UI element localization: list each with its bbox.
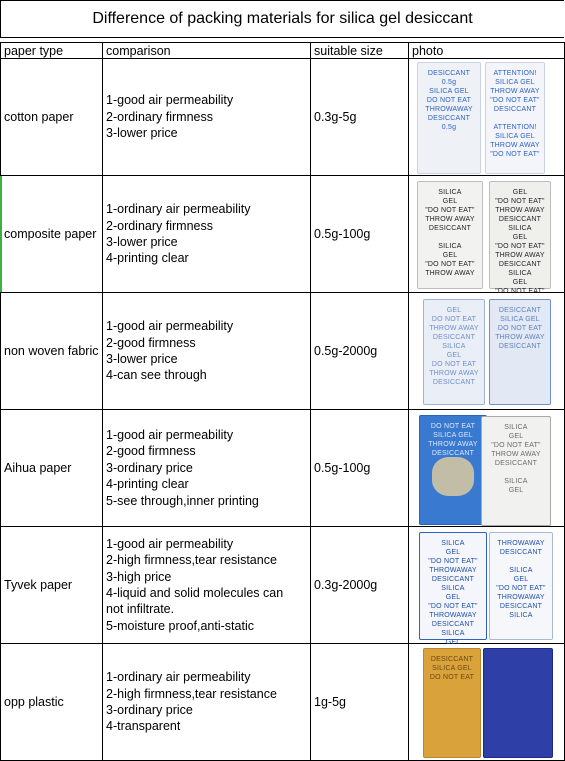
packet-photo bbox=[409, 59, 564, 175]
packet-print: "DO NOT EAT" bbox=[428, 558, 478, 565]
packet-print: GEL bbox=[508, 487, 524, 494]
table-row bbox=[1, 176, 565, 293]
packet-print: SILICA bbox=[508, 270, 532, 277]
packet-print: SILICA bbox=[441, 585, 465, 592]
comparison-line: 4-printing clear bbox=[106, 251, 189, 266]
packet-print: THROW AWAY bbox=[425, 270, 475, 277]
packet-print: GEL bbox=[512, 189, 528, 196]
cell-suitable-size: 0.3g-5g bbox=[311, 59, 409, 176]
packet-print: DESICCANT bbox=[432, 379, 476, 386]
packet-print: GEL bbox=[442, 252, 458, 259]
packet-print: DESICCANT bbox=[493, 106, 537, 113]
packet-print: THROW AWAY bbox=[425, 216, 475, 223]
packet-print: THROWAWAY bbox=[497, 594, 545, 601]
gel-beads bbox=[432, 457, 474, 496]
packet-print: THROW AWAY bbox=[495, 207, 545, 214]
packet-print: SILICA bbox=[441, 540, 465, 547]
comparison-line: 4-printing clear bbox=[106, 477, 189, 492]
packet-print: DESICCANT bbox=[499, 549, 543, 556]
desiccant-packet-image bbox=[419, 532, 487, 646]
comparison-line: 3-lower price bbox=[106, 126, 178, 141]
comparison-line: 2-ordinary firmness bbox=[106, 109, 213, 124]
packet-print: DO NOT EAT bbox=[431, 361, 477, 368]
desiccant-packet-image bbox=[483, 648, 553, 758]
packet-print: GEL bbox=[513, 576, 529, 583]
header-row bbox=[1, 43, 565, 59]
packet-print: THROWAWAY bbox=[425, 106, 473, 113]
header-photo: photo bbox=[409, 43, 565, 59]
packet-print: GEL bbox=[512, 279, 528, 286]
packet-print: DO NOT EAT bbox=[429, 674, 475, 681]
sheet-title: Difference of packing materials for silica gel desiccant bbox=[0, 0, 564, 38]
packet-print: SILICA GEL bbox=[432, 665, 472, 672]
packet-print: DO NOT EAT bbox=[431, 316, 477, 323]
packet-print: SILICA bbox=[441, 630, 465, 637]
comparison-line: 3-lower price bbox=[106, 235, 178, 249]
desiccant-packet-image bbox=[489, 532, 553, 640]
comparison-line: 4-can see through bbox=[106, 368, 207, 383]
packet-print: THROW AWAY bbox=[495, 334, 545, 341]
table-row bbox=[1, 293, 565, 410]
packet-print: GEL bbox=[445, 594, 461, 601]
cell-suitable-size: 1g-5g bbox=[311, 644, 409, 761]
cell-suitable-size: 0.5g-100g bbox=[311, 410, 409, 527]
comparison-line: 3-lower price bbox=[106, 352, 178, 366]
cell-photo bbox=[409, 644, 565, 761]
packet-print: ATTENTION! bbox=[493, 70, 537, 77]
packet-print: THROW AWAY bbox=[495, 252, 545, 259]
packet-print: SILICA bbox=[442, 343, 466, 350]
comparison-line: 1-good air permeability bbox=[106, 427, 234, 442]
packet-print: SILICA GEL bbox=[429, 88, 469, 95]
comparison-line: 1-ordinary air permeability bbox=[106, 202, 251, 217]
packet-print: THROW AWAY bbox=[428, 441, 478, 448]
packet-print: DESICCANT bbox=[498, 216, 542, 223]
packet-print: DESICCANT bbox=[499, 603, 543, 610]
packet-print: SILICA bbox=[509, 567, 533, 574]
desiccant-packet-image bbox=[419, 415, 487, 525]
packet-print: "DO NOT EAT" bbox=[425, 207, 475, 214]
comparison-line: not infiltrate. bbox=[106, 602, 175, 617]
packet-print: DESICCANT bbox=[498, 307, 542, 314]
packet-print: DESICCANT bbox=[498, 261, 542, 268]
table-row bbox=[1, 527, 565, 644]
comparison-line: 2-good firmness bbox=[106, 335, 196, 350]
desiccant-packet-image bbox=[417, 181, 483, 289]
desiccant-packet-image bbox=[489, 299, 551, 405]
comparison-line: 3-ordinary price bbox=[106, 703, 193, 717]
comparison-line: 4-liquid and solid molecules can bbox=[106, 586, 284, 600]
packet-print: DESICCANT bbox=[428, 225, 472, 232]
cell-photo bbox=[409, 59, 565, 176]
comparison-line: 5-see through,inner printing bbox=[106, 493, 259, 508]
packet-print: SILICA bbox=[504, 424, 528, 431]
packet-print: GEL bbox=[445, 639, 461, 646]
packet-print bbox=[486, 114, 544, 123]
packet-print: SILICA GEL bbox=[495, 79, 535, 86]
packet-print: 0.5g bbox=[441, 124, 457, 131]
packet-print: THROWAWAY bbox=[429, 612, 477, 619]
cell-photo bbox=[409, 293, 565, 410]
packet-print: THROW AWAY bbox=[429, 370, 479, 377]
cell-suitable-size: 0.5g-2000g bbox=[311, 293, 409, 410]
comparison-line: 3-ordinary price bbox=[106, 460, 193, 475]
cell-photo bbox=[409, 176, 565, 293]
packet-print: DESICCANT bbox=[494, 460, 538, 467]
cell-suitable-size: 0.3g-2000g bbox=[311, 527, 409, 644]
packet-print: "DO NOT EAT" bbox=[425, 261, 475, 268]
packet-print: "DO NOT EAT" bbox=[490, 97, 540, 104]
comparison-line: 1-good air permeability bbox=[106, 93, 234, 108]
cell-photo bbox=[409, 527, 565, 644]
packet-print: DO NOT EAT bbox=[426, 97, 472, 104]
packet-print: DO NOT EAT bbox=[497, 325, 543, 332]
desiccant-packet-image bbox=[489, 181, 551, 295]
cell-paper-type: cotton paper bbox=[1, 59, 103, 176]
cell-comparison bbox=[103, 410, 311, 527]
cell-suitable-size: 0.5g-100g bbox=[311, 176, 409, 293]
packet-print: THROW AWAY bbox=[429, 325, 479, 332]
packet-print: DESICCANT bbox=[498, 343, 542, 350]
desiccant-packet-image bbox=[417, 62, 481, 174]
packet-print: SILICA bbox=[438, 243, 462, 250]
packet-print: "DO NOT EAT" bbox=[495, 288, 545, 295]
packet-print: SILICA GEL bbox=[433, 432, 473, 439]
packet-print: "DO NOT EAT" bbox=[496, 585, 546, 592]
cell-comparison bbox=[103, 176, 311, 293]
packet-print: GEL bbox=[442, 198, 458, 205]
packet-print: GEL bbox=[445, 549, 461, 556]
packet-print: GEL bbox=[446, 307, 462, 314]
selection-accent bbox=[0, 176, 2, 292]
packet-print bbox=[482, 468, 550, 477]
comparison-line: 2-high firmness,tear resistance bbox=[106, 553, 277, 568]
packet-print bbox=[490, 557, 552, 566]
comparison-line: 2-ordinary firmness bbox=[106, 218, 213, 233]
packet-print: DESICCANT bbox=[431, 450, 475, 457]
packet-print: SILICA bbox=[504, 478, 528, 485]
table-row bbox=[1, 59, 565, 176]
packet-print: THROW AWAY bbox=[490, 88, 540, 95]
packet-print: "DO NOT EAT" bbox=[495, 243, 545, 250]
packet-print: 0.5g bbox=[441, 79, 457, 86]
comparison-line: 1-good air permeability bbox=[106, 536, 234, 551]
comparison-line: 3-high price bbox=[106, 569, 172, 584]
table-row bbox=[1, 644, 565, 761]
cell-comparison bbox=[103, 527, 311, 644]
header-comparison: comparison bbox=[103, 43, 311, 59]
packet-print: THROW AWAY bbox=[490, 142, 540, 149]
cell-comparison bbox=[103, 644, 311, 761]
cell-paper-type: composite paper bbox=[1, 176, 103, 293]
desiccant-packet-image bbox=[485, 62, 545, 174]
comparison-line: 4-transparent bbox=[106, 719, 181, 734]
packet-print: DO NOT EAT bbox=[430, 423, 476, 430]
packet-photo bbox=[409, 410, 564, 526]
desiccant-packet-image bbox=[423, 648, 481, 758]
packet-print: DESICCANT bbox=[430, 656, 474, 663]
packet-print: THROWAWAY bbox=[429, 567, 477, 574]
comparison-line: 2-high firmness,tear resistance bbox=[106, 686, 277, 701]
packet-print: SILICA bbox=[508, 225, 532, 232]
packet-print: DESICCANT bbox=[431, 576, 475, 583]
packet-print: GEL bbox=[512, 234, 528, 241]
cell-paper-type: non woven fabric bbox=[1, 293, 103, 410]
table-body bbox=[1, 59, 565, 761]
packet-print: "DO NOT EAT" bbox=[428, 603, 478, 610]
header-suitable-size: suitable size bbox=[311, 43, 409, 59]
packet-print: ATTENTION! bbox=[493, 124, 537, 131]
comparison-line: 1-good air permeability bbox=[106, 319, 234, 334]
header-paper-type: paper type bbox=[1, 43, 103, 59]
packet-print: "DO NOT EAT" bbox=[490, 151, 540, 158]
table-row bbox=[1, 410, 565, 527]
packet-print: GEL bbox=[508, 433, 524, 440]
packet-photo bbox=[409, 644, 564, 760]
comparison-line: 2-good firmness bbox=[106, 444, 196, 459]
cell-paper-type: Aihua paper bbox=[1, 410, 103, 527]
packet-print: THROWAWAY bbox=[497, 540, 545, 547]
packet-print: "DO NOT EAT" bbox=[495, 198, 545, 205]
desiccant-packet-image bbox=[423, 299, 485, 405]
packet-print: SILICA bbox=[509, 612, 533, 619]
packet-print bbox=[418, 233, 482, 242]
packet-photo bbox=[409, 293, 564, 409]
packet-print: "DO NOT EAT" bbox=[491, 442, 541, 449]
packet-print: GEL bbox=[446, 352, 462, 359]
comparison-line: 5-moisture proof,anti-static bbox=[106, 618, 254, 633]
packet-print: DESICCANT bbox=[427, 115, 471, 122]
packet-print: DESICCANT bbox=[431, 621, 475, 628]
desiccant-packet-image bbox=[481, 416, 551, 526]
comparison-table bbox=[0, 42, 565, 761]
cell-paper-type: Tyvek paper bbox=[1, 527, 103, 644]
cell-comparison bbox=[103, 59, 311, 176]
cell-comparison bbox=[103, 293, 311, 410]
cell-paper-type: opp plastic bbox=[1, 644, 103, 761]
comparison-line: 1-ordinary air permeability bbox=[106, 670, 251, 685]
cell-photo bbox=[409, 410, 565, 527]
packet-print: DESICCANT bbox=[427, 70, 471, 77]
packet-print: SILICA bbox=[438, 189, 462, 196]
packet-photo bbox=[409, 176, 564, 295]
packet-print: SILICA GEL bbox=[495, 133, 535, 140]
packet-photo bbox=[409, 527, 564, 646]
packet-print: THROW AWAY bbox=[491, 451, 541, 458]
packet-print: DESICCANT bbox=[432, 334, 476, 341]
packet-print: SILICA GEL bbox=[500, 316, 540, 323]
